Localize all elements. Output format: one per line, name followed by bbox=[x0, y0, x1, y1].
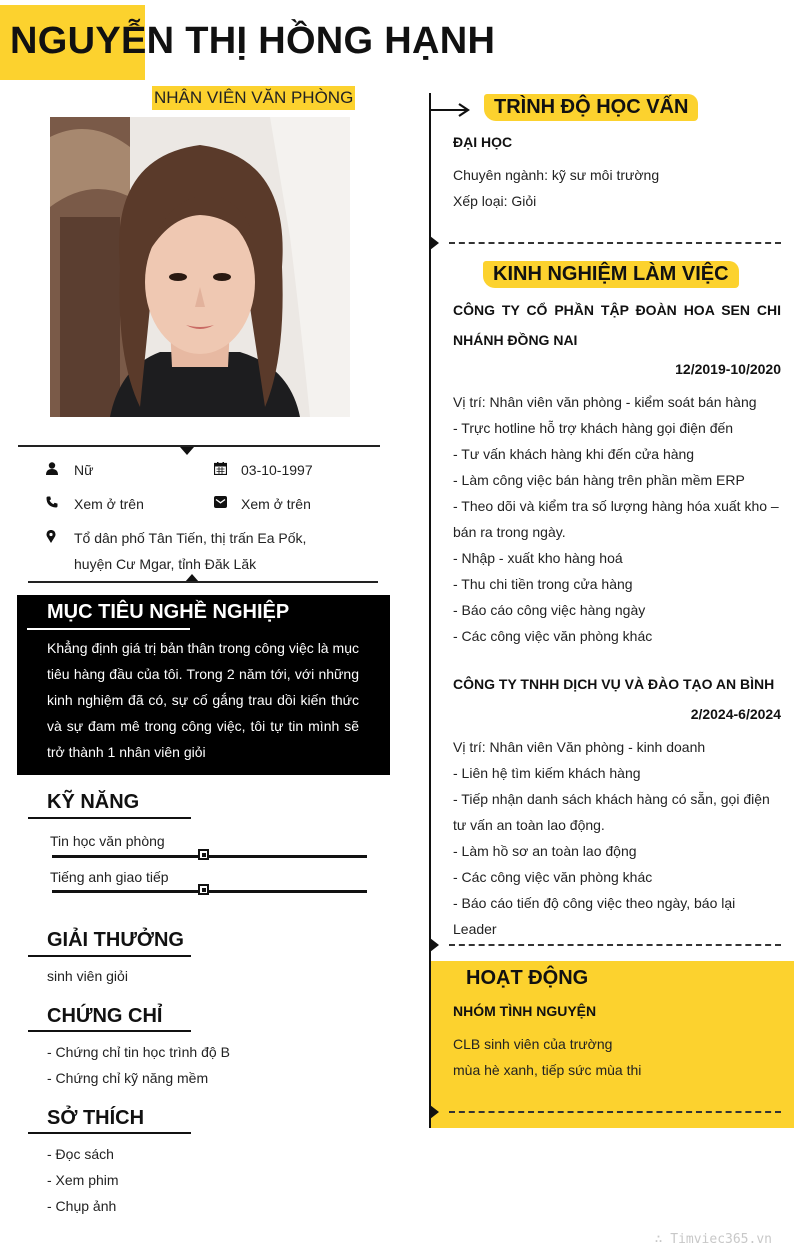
email-value: Xem ở trên bbox=[241, 496, 311, 512]
gender-value: Nữ bbox=[74, 462, 94, 478]
job-duty: - Làm hồ sơ an toàn lao động bbox=[453, 843, 637, 859]
address bbox=[74, 525, 306, 577]
job-duty: - Các công việc văn phòng khác bbox=[453, 869, 653, 885]
birthday-value: 03-10-1997 bbox=[241, 462, 313, 478]
section-divider bbox=[449, 1111, 781, 1113]
education-grade: Xếp loại: Giỏi bbox=[453, 193, 537, 209]
job-company-2: CÔNG TY TNHH DỊCH VỤ VÀ ĐÀO TẠO AN BÌNH bbox=[453, 676, 775, 692]
objective-underline bbox=[27, 628, 190, 630]
certificates-underline bbox=[28, 1030, 191, 1032]
skill-level-marker-2 bbox=[198, 884, 209, 895]
arrow-right-icon bbox=[430, 101, 472, 124]
job-duty: - Báo cáo công việc hàng ngày bbox=[453, 602, 646, 618]
job-duty: - Liên hệ tìm kiếm khách hàng bbox=[453, 765, 641, 781]
skills-underline bbox=[28, 817, 191, 819]
job-duty: - Làm công việc bán hàng trên phần mềm ERP bbox=[453, 472, 745, 488]
skill-bar-1 bbox=[52, 855, 367, 858]
activities-title: HOẠT ĐỘNG bbox=[466, 967, 589, 989]
job-duty: - Theo dõi và kiểm tra số lượng hàng hóa xuất kho – bán ra trong ngày. bbox=[453, 498, 779, 540]
awards-title: GIẢI THƯỞNG bbox=[47, 929, 184, 951]
skill-label-2: Tiếng anh giao tiếp bbox=[50, 869, 169, 885]
job-period-1: 12/2019-10/2020 bbox=[675, 361, 781, 377]
job-duty: - Trực hotline hỗ trợ khách hàng gọi điện đến bbox=[453, 420, 734, 436]
skills-title: KỸ NĂNG bbox=[47, 791, 140, 813]
job-duty: - Nhập - xuất kho hàng hoá bbox=[453, 550, 623, 566]
phone-icon bbox=[45, 495, 59, 509]
skill-bar-2 bbox=[52, 890, 367, 893]
certificate-item: - Chứng chỉ tin học trình độ B bbox=[47, 1044, 230, 1060]
awards-underline bbox=[28, 955, 191, 957]
watermark: ∴ Timviec365.vn bbox=[654, 1232, 772, 1247]
section-marker-icon bbox=[430, 1105, 439, 1119]
calendar-icon bbox=[213, 461, 227, 475]
hobbies-underline bbox=[28, 1132, 191, 1134]
portrait-illustration bbox=[50, 117, 350, 417]
certificate-item: - Chứng chỉ kỹ năng mềm bbox=[47, 1070, 209, 1086]
job-details-2 bbox=[453, 734, 781, 942]
address-line-2: huyện Cư Mgar, tỉnh Đăk Lăk bbox=[74, 556, 257, 572]
job-position: Vị trí: Nhân viên văn phòng - kiểm soát bán hàng bbox=[453, 394, 757, 410]
hobby-item: - Chụp ảnh bbox=[47, 1198, 117, 1214]
address-line-1: Tổ dân phố Tân Tiến, thị trấn Ea Pốk, bbox=[74, 530, 307, 546]
job-details-1 bbox=[453, 389, 781, 649]
objective-text: Khẳng định giá trị bản thân trong công việc là mục tiêu hàng đầu của tôi. Trong 2 năm tới, với những kinh nghiệm đã có, sự cố gắng trau dồi kiến thức và sự đam mê trong công việc, tôi tự tin mình sẽ trở thành 1 nhân viên giỏi bbox=[47, 640, 359, 760]
education-major: Chuyên ngành: kỹ sư môi trường bbox=[453, 167, 660, 183]
hobby-item: - Xem phim bbox=[47, 1172, 119, 1188]
objective-section bbox=[17, 595, 390, 775]
map-pin-icon bbox=[44, 529, 58, 543]
activity-group: NHÓM TÌNH NGUYỆN bbox=[453, 1003, 597, 1019]
hobby-item: - Đọc sách bbox=[47, 1146, 114, 1162]
user-icon bbox=[45, 461, 59, 475]
experience-title: KINH NGHIỆM LÀM VIỆC bbox=[483, 261, 739, 288]
job-duty: - Thu chi tiền trong cửa hàng bbox=[453, 576, 633, 592]
divider-arrow-icon bbox=[180, 447, 194, 455]
job-position: Vị trí: Nhân viên Văn phòng - kinh doanh bbox=[453, 739, 706, 755]
hobbies-title: SỞ THÍCH bbox=[47, 1107, 145, 1129]
section-marker-icon bbox=[430, 938, 439, 952]
phone-value: Xem ở trên bbox=[74, 496, 144, 512]
section-divider bbox=[449, 242, 781, 244]
award-item: sinh viên giỏi bbox=[47, 968, 128, 984]
activity-line-1: CLB sinh viên của trường bbox=[453, 1036, 613, 1052]
job-duty: - Tư vấn khách hàng khi đến cửa hàng bbox=[453, 446, 695, 462]
education-degree: ĐẠI HỌC bbox=[453, 134, 513, 150]
education-title: TRÌNH ĐỘ HỌC VẤN bbox=[484, 94, 698, 121]
candidate-name: NGUYỄN THỊ HỒNG HẠNH bbox=[10, 20, 496, 62]
job-title: NHÂN VIÊN VĂN PHÒNG bbox=[152, 86, 355, 110]
section-divider bbox=[449, 944, 781, 946]
job-duty: - Các công việc văn phòng khác bbox=[453, 628, 653, 644]
job-duty: - Báo cáo tiến độ công việc theo ngày, báo lại Leader bbox=[453, 895, 736, 937]
certificates-title: CHỨNG CHỈ bbox=[47, 1005, 163, 1027]
section-marker-icon bbox=[430, 236, 439, 250]
email-icon bbox=[213, 495, 227, 509]
job-company-1: CÔNG TY CỔ PHẦN TẬP ĐOÀN HOA SEN CHI NHÁNH ĐỒNG NAI bbox=[453, 302, 781, 348]
activity-line-2: mùa hè xanh, tiếp sức mùa thi bbox=[453, 1062, 642, 1078]
job-period-2: 2/2024-6/2024 bbox=[690, 706, 781, 722]
skill-label-1: Tin học văn phòng bbox=[50, 833, 165, 849]
contact-bottom-divider bbox=[28, 581, 378, 583]
profile-photo bbox=[50, 117, 350, 417]
contact-top-divider bbox=[18, 445, 380, 447]
objective-title: MỤC TIÊU NGHỀ NGHIỆP bbox=[47, 601, 290, 623]
skill-level-marker-1 bbox=[198, 849, 209, 860]
job-duty: - Tiếp nhận danh sách khách hàng có sẵn, gọi điện tư vấn an toàn lao động. bbox=[453, 791, 770, 833]
